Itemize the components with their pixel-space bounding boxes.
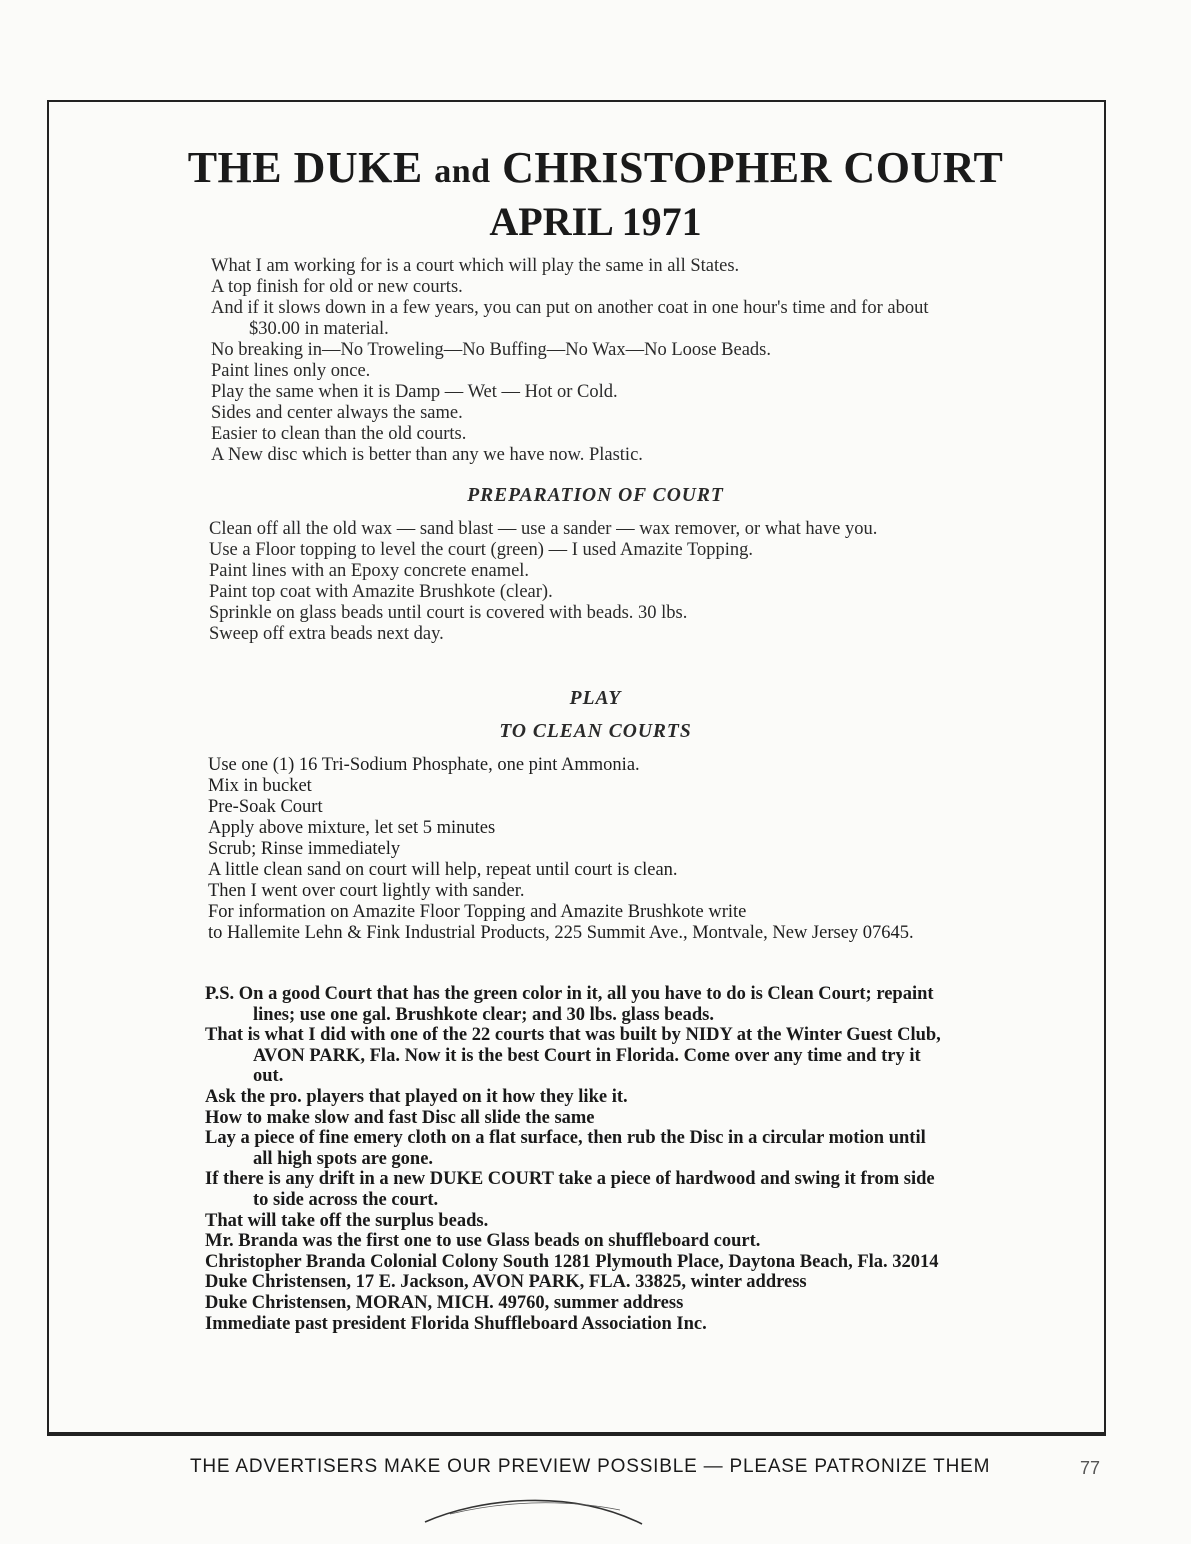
page-title — [0, 142, 1191, 193]
intro-line: A New disc which is better than any we have now. Plastic. — [211, 445, 643, 465]
cleaning-line: Pre-Soak Court — [208, 797, 323, 817]
intro-line: No breaking in—No Troweling—No Buffing—No Wax—No Loose Beads. — [211, 340, 771, 360]
title-part-and: and — [434, 153, 491, 190]
cleaning-line: Mix in bucket — [208, 776, 312, 796]
postscript-line: If there is any drift in a new DUKE COURT take a piece of hardwood and swing it from side to side across the court. — [205, 1169, 935, 1210]
preparation-line: Use a Floor topping to level the court (green) — I used Amazite Topping. — [209, 540, 753, 560]
page-date: APRIL 1971 — [489, 199, 702, 244]
postscript-line: How to make slow and fast Disc all slide the same — [205, 1107, 595, 1128]
cleaning-line: For information on Amazite Floor Topping and Amazite Brushkote write — [208, 902, 747, 922]
cleaning-line: to Hallemite Lehn & Fink Industrial Products, 225 Summit Ave., Montvale, New Jersey 07645. — [208, 923, 914, 943]
intro-line: A top finish for old or new courts. — [211, 277, 463, 297]
preparation-heading: PREPARATION OF COURT — [467, 485, 724, 506]
clean-courts-heading: TO CLEAN COURTS — [499, 721, 692, 742]
title-part-duke: THE DUKE — [187, 143, 423, 192]
cleaning-line: A little clean sand on court will help, repeat until court is clean. — [208, 860, 678, 880]
postscript-line: Ask the pro. players that played on it how they like it. — [205, 1086, 628, 1107]
postscript-line: P.S. On a good Court that has the green color in it, all you have to do is Clean Court; repaint lines; use one gal. Brushkote clear; and 30 lbs. glass beads. — [205, 984, 934, 1025]
footer-text: THE ADVERTISERS MAKE OUR PREVIEW POSSIBLE — PLEASE PATRONIZE THEM — [190, 1456, 991, 1477]
intro-line: Sides and center always the same. — [211, 403, 463, 423]
intro-line: What I am working for is a court which will play the same in all States. — [211, 256, 740, 276]
cleaning-line: Then I went over court lightly with sander. — [208, 881, 525, 901]
title-part-court: CHRISTOPHER COURT — [502, 143, 1004, 192]
cleaning-line: Apply above mixture, let set 5 minutes — [208, 818, 496, 838]
preparation-line: Sweep off extra beads next day. — [209, 624, 444, 644]
play-heading: PLAY — [569, 688, 622, 709]
intro-line: And if it slows down in a few years, you can put on another coat in one hour's time and for about $30.00 in material. — [211, 298, 929, 339]
page-number: 77 — [1080, 1458, 1101, 1478]
postscript-line: Lay a piece of fine emery cloth on a flat surface, then rub the Disc in a circular motion until all high spots are gone. — [205, 1128, 926, 1169]
preparation-line: Sprinkle on glass beads until court is covered with beads. 30 lbs. — [209, 603, 688, 623]
postscript-line: Christopher Branda Colonial Colony South 1281 Plymouth Place, Daytona Beach, Fla. 32014 — [205, 1251, 939, 1272]
postscript-line: Duke Christensen, 17 E. Jackson, AVON PARK, FLA. 33825, winter address — [205, 1272, 807, 1293]
postscript-line: That will take off the surplus beads. — [205, 1210, 489, 1231]
postscript-line: Immediate past president Florida Shuffleboard Association Inc. — [205, 1313, 707, 1334]
intro-line: Play the same when it is Damp — Wet — Hot or Cold. — [211, 382, 618, 402]
postscript-line: That is what I did with one of the 22 courts that was built by NIDY at the Winter Guest Club, AVON PARK, Fla. Now it is the best Court in Florida. Come over any time and try it out. — [205, 1025, 941, 1087]
intro-list — [211, 256, 951, 466]
preparation-line: Paint top coat with Amazite Brushkote (clear). — [209, 582, 553, 602]
cleaning-list — [208, 755, 948, 944]
preparation-line: Clean off all the old wax — sand blast — use a sander — wax remover, or what have you. — [209, 519, 878, 539]
postscript-list — [205, 984, 945, 1334]
intro-line: Easier to clean than the old courts. — [211, 424, 467, 444]
decorative-swash — [420, 1490, 650, 1530]
postscript-line: Duke Christensen, MORAN, MICH. 49760, summer address — [205, 1292, 684, 1313]
preparation-line: Paint lines with an Epoxy concrete enamel. — [209, 561, 530, 581]
intro-line: Paint lines only once. — [211, 361, 371, 381]
cleaning-line: Scrub; Rinse immediately — [208, 839, 401, 859]
cleaning-line: Use one (1) 16 Tri-Sodium Phosphate, one pint Ammonia. — [208, 755, 640, 775]
postscript-line: Mr. Branda was the first one to use Glass beads on shuffleboard court. — [205, 1231, 761, 1252]
preparation-list — [209, 519, 949, 645]
